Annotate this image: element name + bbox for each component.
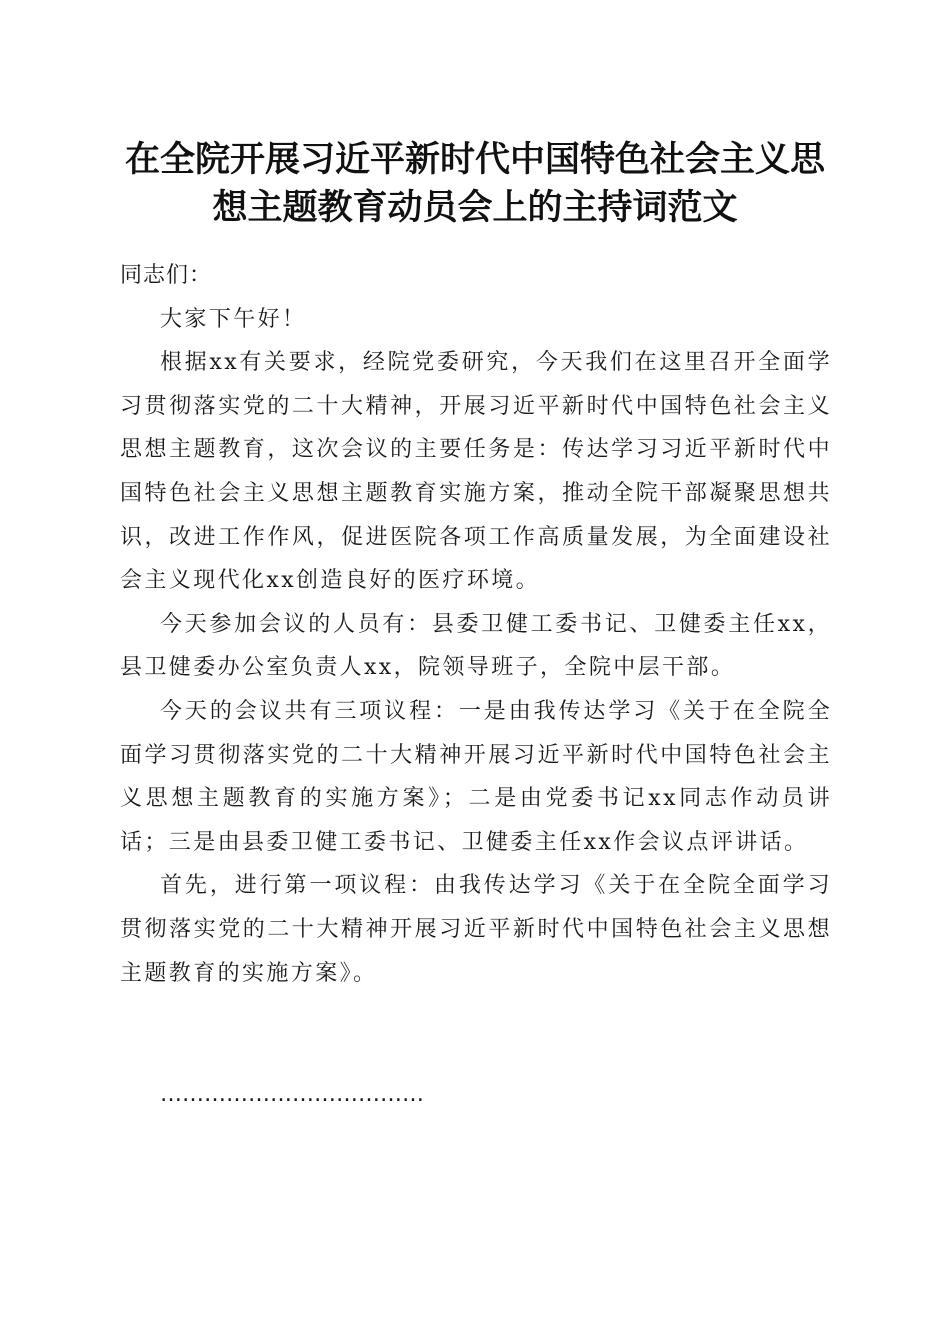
paragraph-greeting: 大家下午好！: [160, 306, 307, 332]
paragraph-first-item: 首先，进行第一项议程：由我传达学习《关于在全院全面学习贯彻落实党的二十大精神开展习近平新时代中国特色社会主义思想主题教育的实施方案》。: [120, 873, 832, 986]
title-line-1: 在全院开展习近平新时代中国特色社会主义思: [124, 139, 825, 180]
salutation: 同志们：: [120, 263, 213, 288]
paragraph-attendees: 今天参加会议的人员有：县委卫健工委书记、卫健委主任xx，县卫健委办公室负责人xx，院领导班子，全院中层干部。: [120, 611, 832, 681]
paragraph-agenda: 今天的会议共有三项议程：一是由我传达学习《关于在全院全面学习贯彻落实党的二十大精神开展习近平新时代中国特色社会主义思想主题教育的实施方案》；二是由党委书记xx同志作动员讲话；三是由县委卫健工委书记、卫健委主任xx作会议点评讲话。: [120, 698, 832, 855]
paragraph-purpose: 根据xx有关要求，经院党委研究，今天我们在这里召开全面学习贯彻落实党的二十大精神，开展习近平新时代中国特色社会主义思想主题教育，这次会议的主要任务是：传达学习习近平新时代中国特色社会主义思想主题教育实施方案，推动全院干部凝聚思想共识，改进工作作风，促进医院各项工作高质量发展，为全面建设社会主义现代化xx创造良好的医疗环境。: [120, 350, 832, 594]
ellipsis-continuation: ………………………………: [160, 1082, 424, 1107]
document-body: [120, 254, 832, 995]
document-title: [100, 136, 850, 232]
title-line-2: 想主题教育动员会上的主持词范文: [212, 187, 738, 228]
